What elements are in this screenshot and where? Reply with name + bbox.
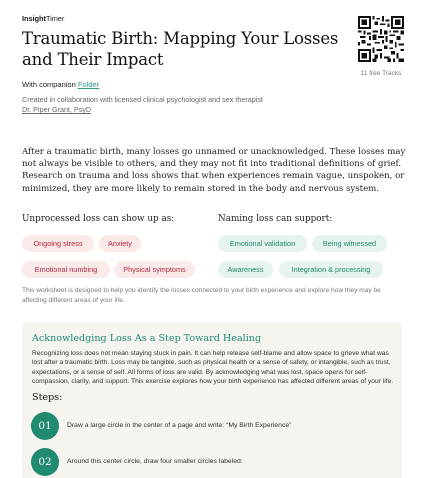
collab-text: Created in collaboration with licensed clinical psychologist and sex therapist — [22, 95, 263, 104]
healing-card — [22, 322, 402, 478]
pill-emotional-validation: Emotional validation — [218, 235, 307, 252]
step-number-01: 01 — [31, 412, 59, 440]
brand-logo — [22, 14, 64, 23]
qr-code-icon[interactable] — [358, 16, 404, 62]
pill-awareness: Awareness — [218, 261, 273, 278]
steps-heading: Steps: — [32, 392, 63, 403]
companion-prefix: With companion — [22, 80, 78, 89]
card-title: Acknowledging Loss As a Step Toward Healing — [32, 333, 262, 344]
pill-being-witnessed: Being witnessed — [312, 235, 387, 252]
pill-integration-processing: Integration & processing — [279, 261, 383, 278]
step-number-02: 02 — [31, 448, 59, 476]
naming-heading: Naming loss can support: — [218, 214, 333, 224]
qr-caption: 11 free Tracks — [360, 70, 402, 77]
brand-name-thin: Timer — [45, 14, 65, 23]
unprocessed-heading: Unprocessed loss can show up as: — [22, 214, 175, 224]
step-text-02: Around this center circle, draw four smaller circles labeled: — [67, 458, 243, 465]
pill-emotional-numbing: Emotional numbing — [22, 261, 110, 278]
brand-name-bold: Insight — [22, 14, 46, 23]
intro-paragraph: After a traumatic birth, many losses go unnamed or unacknowledged. These losses may not always be visible to others, and they may not fit into traditional definitions of grief. Research on trauma and loss shows that when experiences remain vague, unspoken, or minimized, they are more likely to remain stored in the body and nervous system. — [22, 147, 406, 194]
worksheet-note: This worksheet is designed to help you identify the losses connected to your birth experience and explore how they may be affecting different areas of your life. — [22, 287, 381, 304]
pill-ongoing-stress: Ongoing stress — [22, 235, 94, 252]
companion-folder-link[interactable]: Folder — [77, 80, 100, 89]
author-link[interactable]: Dr. Piper Grant, PsyD — [22, 105, 92, 114]
collaboration-credit — [22, 95, 272, 115]
card-body: Recognizing loss does not mean staying stuck in pain. It can help release self-blame and allow space to grieve what was lost after a traumatic birth. Loss may be tangible, such as physical health or a sense of safety, or intangible, such as trust, expectations, or a sense of self. All forms of loss are valid. By acknowledging what was lost, space opens for self-compassion, clarity, and support. This exercise explores how your birth experience has affected different areas of your life. — [32, 350, 394, 385]
companion-line — [22, 80, 99, 89]
pill-physical-symptoms: Physical symptoms — [114, 261, 195, 278]
pill-anxiety: Anxiety — [99, 235, 141, 252]
page-title: Traumatic Birth: Mapping Your Losses and Their Impact — [22, 29, 339, 69]
step-text-01: Draw a large circle in the center of a page and write: “My Birth Experience” — [67, 422, 292, 429]
